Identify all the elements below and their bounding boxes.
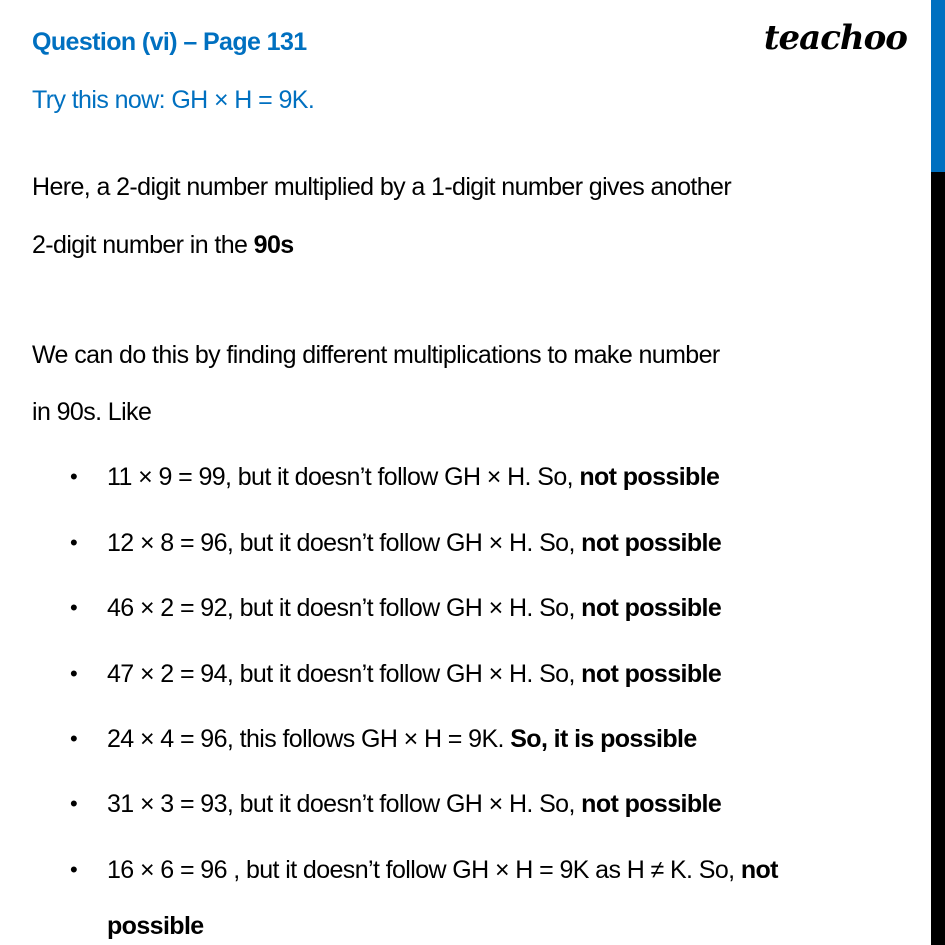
item-text: 11 × 9 = 99, but it doesn’t follow GH × H. So, [107, 463, 580, 491]
bullet-icon: • [70, 595, 78, 620]
bullet-icon: • [70, 791, 78, 816]
item-text: 46 × 2 = 92, but it doesn’t follow GH × H. So, [107, 594, 582, 622]
para1-line1: Here, a 2-digit number multiplied by a 1-digit number gives another [32, 173, 732, 201]
item-text: 16 × 6 = 96 , but it doesn’t follow GH × H = 9K as H ≠ K. So, [107, 856, 741, 884]
bold-text: 90s [253, 231, 294, 259]
item-verdict: not possible [581, 529, 722, 557]
list-item [107, 659, 721, 689]
item-verdict: So, it is possible [510, 725, 697, 753]
bullet-icon: • [70, 726, 78, 751]
item-verdict: not possible [581, 660, 722, 688]
bullet-icon: • [70, 857, 78, 882]
teachoo-logo: teachoo [763, 18, 907, 58]
list-item [107, 528, 721, 558]
scrollbar-track[interactable] [931, 172, 945, 945]
list-item [107, 462, 719, 492]
list-item [107, 593, 721, 623]
page-title: Question (vi) – Page 131 [32, 28, 307, 56]
para2-line1: We can do this by finding different multiplications to make number [32, 341, 720, 369]
list-item [107, 855, 778, 885]
prompt: Try this now: GH × H = 9K. [32, 86, 315, 114]
list-item-continued [107, 911, 204, 941]
list-item [107, 724, 697, 754]
item-verdict: not possible [581, 594, 722, 622]
item-verdict: not [740, 856, 778, 884]
item-text: 12 × 8 = 96, but it doesn’t follow GH × H. So, [107, 529, 582, 557]
para2-line2: in 90s. Like [32, 398, 152, 426]
para1-line2 [32, 230, 294, 260]
item-verdict: not possible [579, 463, 720, 491]
scrollbar-thumb[interactable] [931, 0, 945, 172]
text: 2-digit number in the [32, 231, 254, 259]
item-text: 31 × 3 = 93, but it doesn’t follow GH × H. So, [107, 790, 582, 818]
item-text: 24 × 4 = 96, this follows GH × H = 9K. [107, 725, 511, 753]
bullet-icon: • [70, 661, 78, 686]
bullet-icon: • [70, 464, 78, 489]
item-text: 47 × 2 = 94, but it doesn’t follow GH × H. So, [107, 660, 582, 688]
item-verdict: not possible [581, 790, 722, 818]
list-item [107, 789, 721, 819]
item-verdict-cont: possible [107, 912, 204, 940]
bullet-icon: • [70, 530, 78, 555]
